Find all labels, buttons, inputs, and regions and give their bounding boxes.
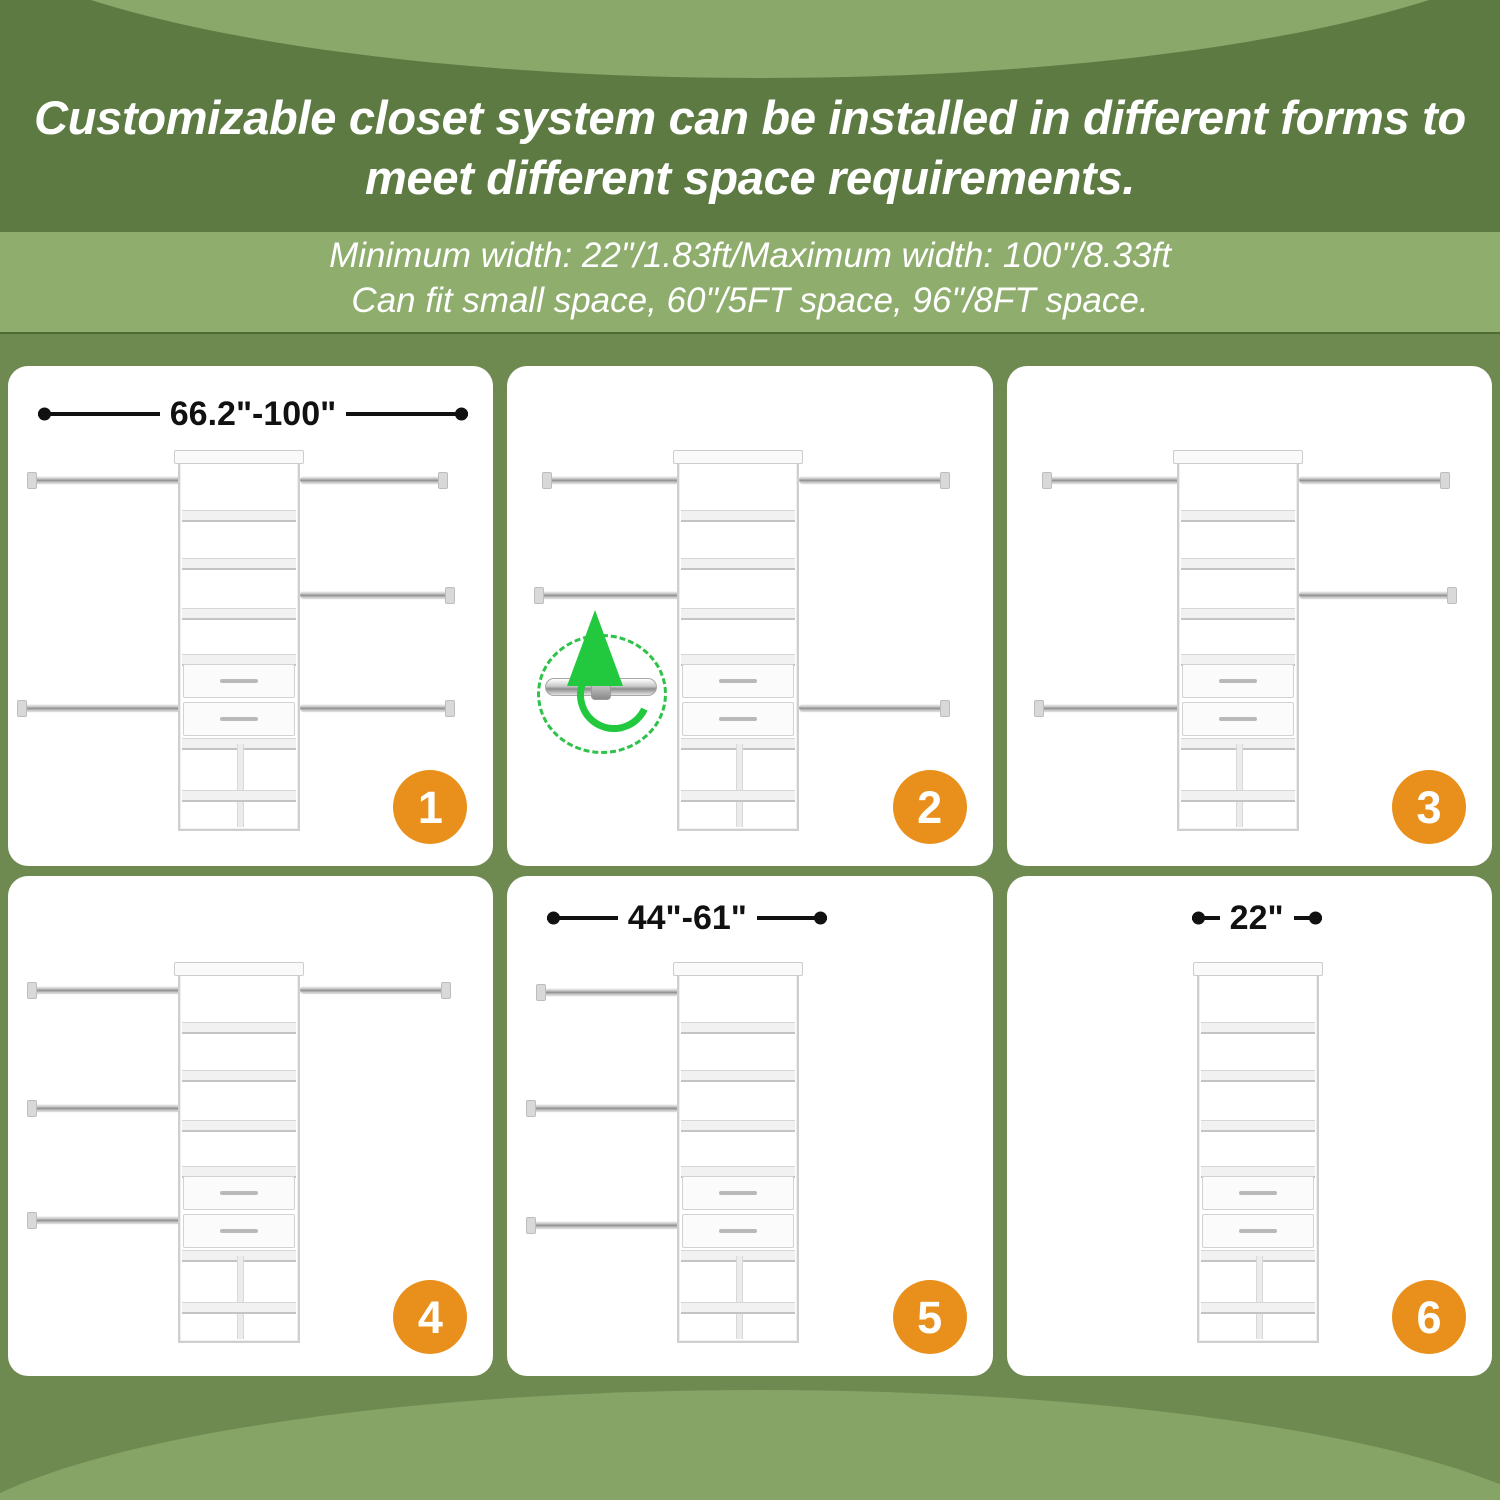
tower-body	[1197, 968, 1319, 1343]
hanging-rod	[300, 591, 452, 598]
shelf	[182, 1022, 296, 1034]
shelf	[681, 790, 795, 802]
drawer	[682, 664, 794, 698]
hanging-rod	[799, 704, 947, 711]
card-number-badge: 2	[893, 770, 967, 844]
shelf	[681, 608, 795, 620]
card-number-badge: 5	[893, 1280, 967, 1354]
drawer	[1202, 1176, 1314, 1210]
closet-tower	[1197, 968, 1319, 1343]
tower-body	[677, 968, 799, 1343]
shelf	[681, 1302, 795, 1314]
cubby-section	[1201, 1256, 1315, 1339]
hanging-rod	[529, 1104, 679, 1111]
footer-swoosh	[0, 1390, 1500, 1500]
drawer	[183, 1214, 295, 1248]
cubby-divider	[736, 744, 743, 827]
dimension-endpoint-left	[1192, 912, 1205, 925]
closet-tower	[677, 456, 799, 831]
hanging-rod	[799, 476, 947, 483]
hanging-rod	[30, 986, 198, 993]
card-number-badge: 6	[1392, 1280, 1466, 1354]
drawer	[682, 1214, 794, 1248]
drawer	[1202, 1214, 1314, 1248]
hanging-rod	[1299, 476, 1447, 483]
shelf	[182, 790, 296, 802]
shelf	[1201, 1022, 1315, 1034]
drawer	[1182, 664, 1294, 698]
hanging-rod	[545, 476, 697, 483]
shelf	[681, 558, 795, 570]
hanging-rod	[1045, 476, 1197, 483]
cubby-divider	[237, 1256, 244, 1339]
drawer	[183, 664, 295, 698]
tower-top	[673, 962, 803, 976]
dimension-text: 44"-61"	[618, 899, 757, 938]
hanging-rod	[1037, 704, 1197, 711]
shelf	[681, 1120, 795, 1132]
tower-body	[677, 456, 799, 831]
configuration-grid	[8, 366, 1492, 1376]
shelf	[681, 1022, 795, 1034]
shelf	[182, 558, 296, 570]
dimension-endpoint-right	[455, 408, 468, 421]
rotation-arrow-icon	[567, 610, 623, 686]
cubby-section	[1181, 744, 1295, 827]
tower-body	[1177, 456, 1299, 831]
tower-top	[1193, 962, 1323, 976]
shelf	[182, 1120, 296, 1132]
closet-tower	[178, 968, 300, 1343]
dimension-text: 22"	[1220, 899, 1294, 938]
drawer	[682, 1176, 794, 1210]
hanging-rod	[300, 704, 452, 711]
hanging-rod	[537, 591, 697, 598]
hanging-rod	[30, 476, 198, 483]
hanging-rod	[539, 988, 679, 995]
dimension-label-5	[547, 898, 827, 938]
tower-top	[1173, 450, 1303, 464]
shelf	[681, 510, 795, 522]
dimension-label-6	[1192, 898, 1322, 938]
config-card-5	[507, 876, 992, 1376]
shelf	[1181, 790, 1295, 802]
card-number-badge: 1	[393, 770, 467, 844]
shelf	[182, 510, 296, 522]
drawer	[183, 1176, 295, 1210]
rotatable-rod-callout	[529, 616, 677, 764]
tower-body	[178, 968, 300, 1343]
shelf	[1181, 510, 1295, 522]
header-swoosh	[0, 0, 1500, 78]
cubby-section	[182, 744, 296, 827]
shelf	[182, 1302, 296, 1314]
hanging-rod	[30, 1216, 198, 1223]
dimension-text: 66.2"-100"	[160, 395, 346, 434]
cubby-divider	[736, 1256, 743, 1339]
shelf	[182, 608, 296, 620]
shelf	[1181, 558, 1295, 570]
closet-tower	[178, 456, 300, 831]
cubby-divider	[237, 744, 244, 827]
tower-top	[174, 962, 304, 976]
cubby-section	[681, 1256, 795, 1339]
config-card-3	[1007, 366, 1492, 866]
shelf	[1201, 1302, 1315, 1314]
dimension-endpoint-right	[814, 912, 827, 925]
drawer	[1182, 702, 1294, 736]
config-card-1	[8, 366, 493, 866]
card-number-badge: 3	[1392, 770, 1466, 844]
config-card-6	[1007, 876, 1492, 1376]
shelf	[1201, 1120, 1315, 1132]
drawer	[682, 702, 794, 736]
dimension-label-1	[38, 394, 468, 434]
hanging-rod	[1299, 591, 1454, 598]
cubby-divider	[1236, 744, 1243, 827]
shelf	[1181, 608, 1295, 620]
dimension-endpoint-left	[38, 408, 51, 421]
subheader-line-1: Minimum width: 22"/1.83ft/Maximum width: 100"/8.33ft	[329, 236, 1171, 275]
hanging-rod	[20, 704, 198, 711]
config-card-2	[507, 366, 992, 866]
hanging-rod	[300, 476, 445, 483]
shelf	[681, 1070, 795, 1082]
tower-body	[178, 456, 300, 831]
dimension-endpoint-right	[1309, 912, 1322, 925]
hanging-rod	[529, 1221, 679, 1228]
closet-tower	[1177, 456, 1299, 831]
cubby-divider	[1256, 1256, 1263, 1339]
cubby-section	[681, 744, 795, 827]
cubby-section	[182, 1256, 296, 1339]
subheader-line-2: Can fit small space, 60"/5FT space, 96"/8FT space.	[351, 281, 1149, 320]
hanging-rod	[300, 986, 448, 993]
card-number-badge: 4	[393, 1280, 467, 1354]
config-card-4	[8, 876, 493, 1376]
shelf	[182, 1070, 296, 1082]
dimension-endpoint-left	[547, 912, 560, 925]
hanging-rod	[30, 1104, 198, 1111]
drawer	[183, 702, 295, 736]
headline: Customizable closet system can be installed in different forms to meet different space requirements.	[34, 91, 1466, 204]
tower-top	[174, 450, 304, 464]
tower-top	[673, 450, 803, 464]
closet-tower	[677, 968, 799, 1343]
shelf	[1201, 1070, 1315, 1082]
